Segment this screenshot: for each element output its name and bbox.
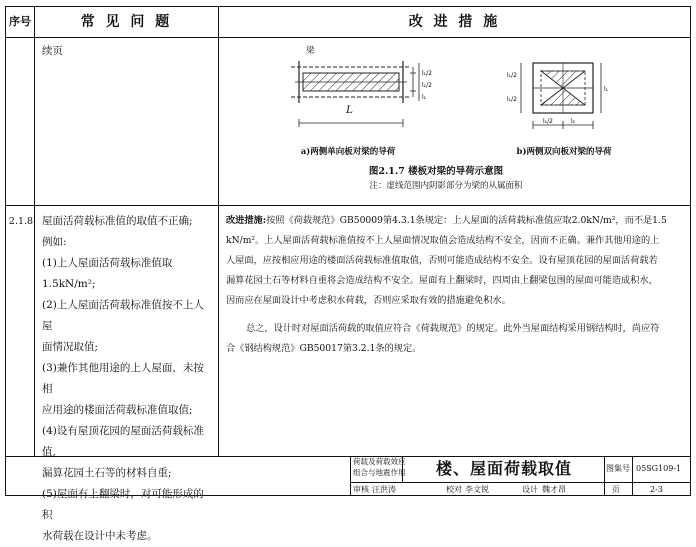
tb-divider [604,456,605,496]
measure-line: 因而应在屋面设计中考虑积水荷载，否则应采取有效的措施避免积水。 [226,295,511,306]
measure-text [226,211,686,359]
measure-line: kN/m²。上人屋面活荷载标准值按不上人屋面情况取值会造成结构不安全，因而不正确。兼作其他用途的上 [226,235,660,246]
figure-note: 注：虚线范围内阴影部分为梁的从属面积 [369,181,523,191]
title-block [350,456,690,496]
problem-line: 屋面活荷载标准值的取值不正确; [42,215,193,227]
svg-text:l₂: l₂ [571,118,576,125]
problem-line: (5)屋面有上翻梁时，对可能形成的积 [42,488,204,521]
drawing-sheet [5,6,691,542]
svg-text:l₁/2: l₁/2 [422,70,432,77]
figure-a-one-way-slab [291,61,432,127]
figure-title: 图2.1.7 楼板对梁的导荷示意图 [368,166,504,177]
svg-text:l₁/2: l₁/2 [422,82,432,89]
designer-name: 魏才昂 [542,485,566,494]
column-divider [34,7,35,456]
row-divider [6,205,690,206]
category-line2: 组合与地震作用 [353,468,406,477]
header-measure: 改 进 措 施 [408,14,501,30]
header-divider [6,37,690,38]
problem-line: 漏算花园土石等的材料自重; [42,467,172,479]
tb-divider [350,456,351,496]
continued-label: 续页 [42,45,63,57]
header-number: 序号 [9,15,31,28]
auditor-name: 汪洪涛 [372,485,396,494]
item-number: 2.1.8 [8,216,34,227]
sheet-title: 楼、屋面荷载取值 [435,459,572,478]
measure-line: 人屋面，应按相应用途的楼面活荷载标准值取值，否则可能造成结构不安全。设有屋顶花园的屋面活荷载若 [226,255,658,266]
checker-name: 李文锐 [465,485,489,494]
category-line1: 荷载及荷载效应 [353,457,406,466]
atlas-label: 图集号 [606,464,630,473]
figure-b-two-way-slab [507,63,609,129]
problem-list [42,211,214,547]
summary-line: 合《钢结构规范》GB50017第3.2.1条的规定。 [226,343,422,354]
span-label: L [346,104,353,116]
header-problem: 常 见 问 题 [80,14,173,30]
page-label: 页 [612,485,620,494]
svg-text:l₁/2: l₁/2 [507,72,517,79]
measure-label: 改进措施: [226,215,267,226]
problem-line: 水荷载在设计中未考虑。 [42,530,158,542]
summary-line: 总之，设计时对屋面活荷载的取值应符合《荷载规范》的规定。此外当屋面结构采用钢结构时，尚应符 [246,323,660,334]
measure-line: 漏算花园土石等材料自重将会造成结构不安全。屋面有上翻梁时，四周由上翻梁包围的屋面可能造成积水， [226,275,658,286]
problem-line: 应用途的楼面活荷载标准值取值; [42,404,193,416]
column-divider [218,7,219,456]
measure-line [226,211,686,231]
problem-line: (2)上人屋面活荷载标准值按不上人屋 [42,299,204,332]
figure-a-caption: a)两侧单向板对梁的导荷 [300,147,396,157]
tb-divider [632,456,633,496]
problem-line: (1)上人屋面活荷载标准值取1.5kN/m²; [42,257,173,290]
problem-line: 例如: [42,236,67,248]
audit-label: 审核 [353,485,369,494]
problem-line: (3)兼作其他用途的上人屋面，未按相 [42,362,204,395]
svg-text:l₁: l₁ [604,86,609,93]
design-label: 设计 [522,485,538,494]
svg-text:l₁/2: l₁/2 [507,96,517,103]
page-number: 2-3 [650,485,663,494]
atlas-number: 05SG109-1 [636,464,682,473]
beam-label: 梁 [306,46,315,56]
svg-text:l₁/2: l₁/2 [543,118,553,125]
tb-divider [350,482,690,483]
svg-text:l₁: l₁ [422,94,427,101]
check-label: 校对 [446,485,462,494]
problem-line: (4)设有屋顶花园的屋面活荷载标准值, [42,425,204,458]
problem-line: 面情况取值; [42,341,99,353]
figure-b-caption: b)两侧双向板对梁的导荷 [516,147,612,157]
measure-line-text: 按照《荷载规范》GB50009第4.3.1条规定：上人屋面的活荷载标准值应取2.0kN/m²，而不是1.5 [266,215,667,226]
